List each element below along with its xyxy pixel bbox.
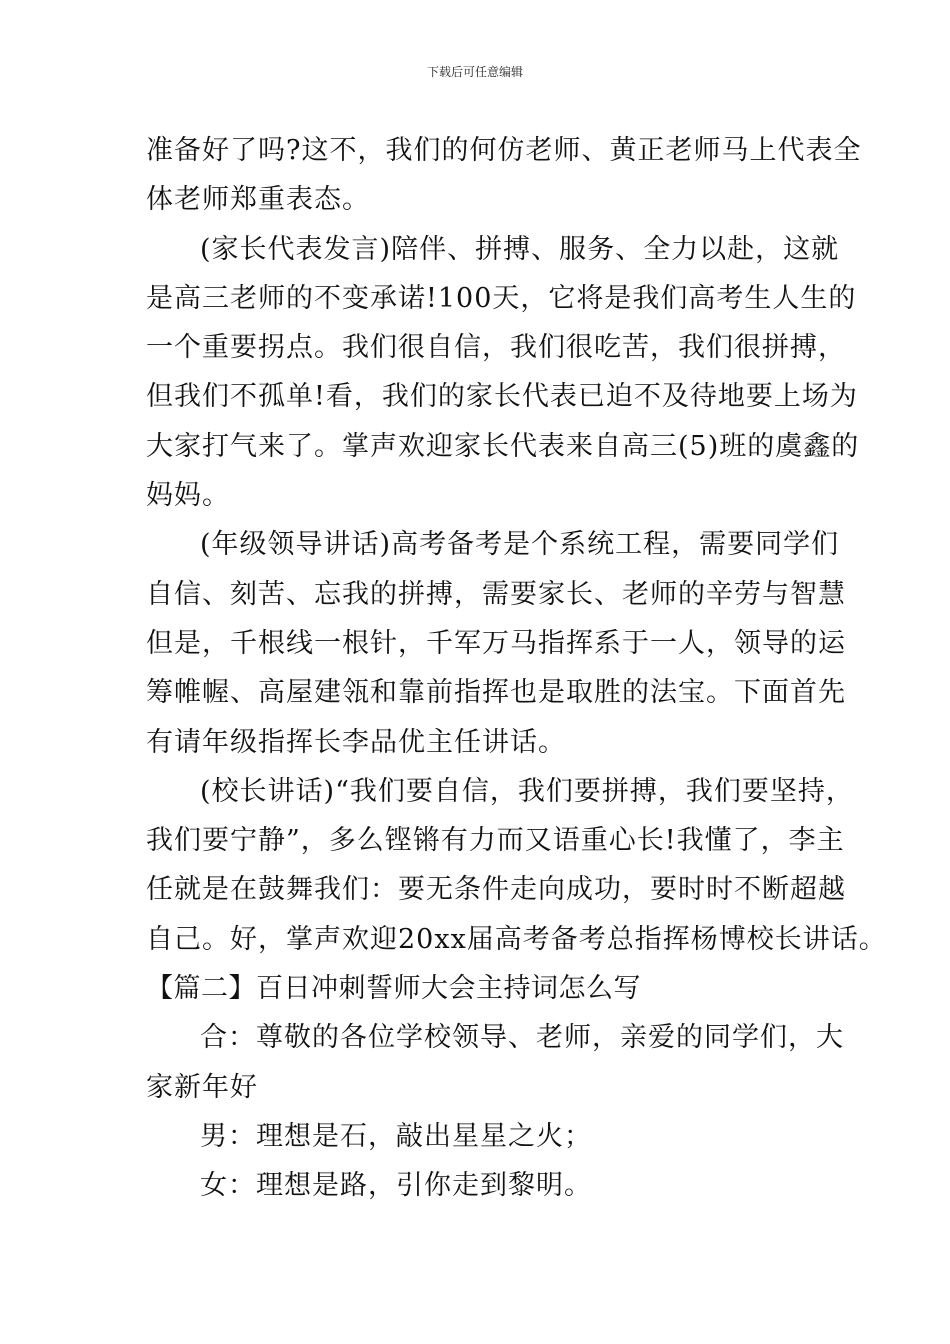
text-line: 大家打气来了。掌声欢迎家长代表来自高三(5)班的虞鑫的 xyxy=(146,430,860,462)
text-line: (校长讲话)“我们要自信，我们要拼搏，我们要坚持， xyxy=(200,775,854,807)
text-line: 女：理想是路，引你走到黎明。 xyxy=(200,1170,592,1202)
text-line: 一个重要拐点。我们很自信，我们很吃苦，我们很拼搏， xyxy=(146,332,846,364)
text-line: 任就是在鼓舞我们：要无条件走向成功，要时时不断超越 xyxy=(146,874,846,906)
text-line: (年级领导讲话)高考备考是个系统工程，需要同学们 xyxy=(200,529,840,561)
text-line: 我们要宁静”，多么铿锵有力而又语重心长!我懂了，李主 xyxy=(146,825,845,857)
section-heading: 【篇二】百日冲刺誓师大会主持词怎么写 xyxy=(146,973,641,1005)
text-line: 合：尊敬的各位学校领导、老师，亲爱的同学们，大 xyxy=(200,1022,844,1054)
text-line: 有请年级指挥长李品优主任讲话。 xyxy=(146,726,566,758)
text-line: 是高三老师的不变承诺!100天，它将是我们高考生人生的 xyxy=(146,282,857,314)
text-line: 准备好了吗?这不，我们的何仿老师、黄正老师马上代表全 xyxy=(146,135,862,166)
text-line: 男：理想是石，敲出星星之火； xyxy=(200,1120,592,1152)
text-line: 家新年好 xyxy=(146,1071,258,1103)
text-line: 体老师郑重表态。 xyxy=(146,184,370,216)
text-line: 但我们不孤单!看，我们的家长代表已迫不及待地要上场为 xyxy=(146,381,858,413)
header-note: 下载后可任意编辑 xyxy=(426,65,523,79)
text-line: 自己。好，掌声欢迎20xx届高考备考总指挥杨博校长讲话。 xyxy=(146,923,887,955)
text-line: 筹帷幄、高屋建瓴和靠前指挥也是取胜的法宝。下面首先 xyxy=(146,677,846,709)
text-line: 但是，千根线一根针，千军万马指挥系于一人，领导的运 xyxy=(146,627,846,659)
document-body xyxy=(146,126,887,1211)
text-line: 自信、刻苦、忘我的拼搏，需要家长、老师的辛劳与智慧 xyxy=(146,578,846,610)
text-line: (家长代表发言)陪伴、拼搏、服务、全力以赴，这就 xyxy=(200,233,840,265)
text-line: 妈妈。 xyxy=(146,480,230,512)
